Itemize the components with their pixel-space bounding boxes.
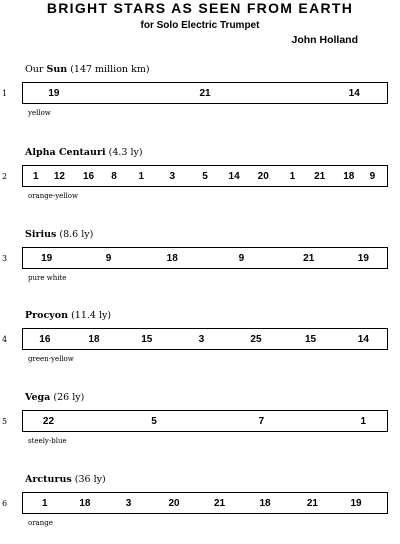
- star-color-label: pure white: [28, 274, 67, 282]
- star-section: [0, 310, 400, 380]
- note-number: 9: [238, 253, 245, 264]
- note-number: 14: [228, 171, 240, 182]
- star-prefix: Our: [25, 64, 47, 75]
- star-heading: [25, 474, 106, 486]
- note-number: 1: [138, 171, 145, 182]
- note-box: [22, 165, 388, 187]
- note-number: 19: [41, 253, 53, 264]
- star-color-label: orange-yellow: [28, 192, 79, 200]
- note-number: 19: [350, 498, 362, 509]
- star-heading: [25, 229, 93, 241]
- star-heading: [25, 64, 150, 76]
- star-heading: [25, 147, 143, 159]
- note-number: 21: [306, 498, 318, 509]
- note-box: [22, 410, 388, 432]
- star-distance: (36 ly): [74, 474, 106, 485]
- piece-subtitle: for Solo Electric Trumpet: [140, 20, 260, 31]
- note-number: 19: [357, 253, 369, 264]
- note-number: 21: [199, 88, 211, 99]
- piece-title: BRIGHT STARS AS SEEN FROM EARTH: [46, 0, 354, 16]
- note-number: 5: [202, 171, 208, 182]
- row-number: 6: [2, 499, 8, 508]
- note-number: 1: [289, 171, 296, 182]
- note-number: 21: [303, 253, 315, 264]
- note-number: 8: [111, 171, 117, 182]
- note-number: 21: [314, 171, 326, 182]
- note-number: 21: [213, 498, 226, 509]
- note-number: 20: [257, 171, 269, 182]
- star-name: Alpha Centauri: [25, 147, 106, 158]
- note-box: [22, 82, 388, 104]
- star-section: [0, 229, 400, 299]
- star-heading: [25, 310, 111, 322]
- composer-name: John Holland: [291, 34, 358, 46]
- row-number: 4: [2, 335, 8, 344]
- note-number: 19: [48, 88, 60, 99]
- note-number: 15: [304, 334, 317, 345]
- note-number: 9: [369, 171, 376, 182]
- star-color-label: orange: [28, 519, 53, 527]
- note-number: 18: [166, 253, 178, 264]
- star-distance: (147 million km): [70, 64, 150, 75]
- row-number: 5: [2, 417, 8, 426]
- row-number: 3: [2, 254, 8, 263]
- note-number: 18: [88, 334, 100, 345]
- note-number: 14: [357, 334, 369, 345]
- note-number: 9: [105, 253, 112, 264]
- note-box: [22, 247, 388, 269]
- star-color-label: green-yellow: [28, 355, 74, 363]
- star-section: [0, 147, 400, 217]
- star-color-label: yellow: [28, 109, 51, 117]
- note-number: 3: [169, 171, 176, 182]
- note-number: 14: [348, 88, 360, 99]
- note-number: 15: [141, 334, 153, 345]
- note-number: 3: [198, 334, 205, 345]
- note-number: 12: [53, 171, 65, 182]
- row-number: 2: [2, 172, 8, 181]
- star-distance: (26 ly): [53, 392, 85, 403]
- note-number: 1: [32, 171, 39, 182]
- note-number: 1: [360, 416, 367, 427]
- star-name: Sun: [46, 64, 68, 75]
- note-number: 20: [168, 498, 180, 509]
- star-name: Vega: [25, 392, 51, 403]
- star-name: Arcturus: [25, 474, 72, 485]
- note-number: 18: [259, 498, 271, 509]
- note-number: 7: [258, 416, 265, 427]
- note-number: 5: [151, 416, 157, 427]
- star-distance: (11.4 ly): [71, 310, 112, 321]
- note-number: 22: [42, 416, 55, 427]
- star-name: Sirius: [25, 229, 57, 240]
- note-number: 3: [125, 498, 132, 509]
- note-number: 18: [79, 498, 91, 509]
- note-number: 1: [42, 498, 48, 509]
- note-box: [22, 328, 388, 350]
- star-section: [0, 392, 400, 462]
- row-number: 1: [2, 89, 8, 98]
- note-number: 25: [250, 334, 262, 345]
- note-number: 16: [82, 171, 95, 182]
- star-distance: (4.3 ly): [108, 147, 143, 158]
- star-section: [0, 64, 400, 134]
- note-number: 16: [39, 334, 51, 345]
- star-name: Procyon: [25, 310, 69, 321]
- star-distance: (8.6 ly): [59, 229, 94, 240]
- note-number: 18: [343, 171, 355, 182]
- note-box: [22, 492, 388, 514]
- star-heading: [25, 392, 84, 404]
- star-color-label: steely-blue: [28, 437, 67, 445]
